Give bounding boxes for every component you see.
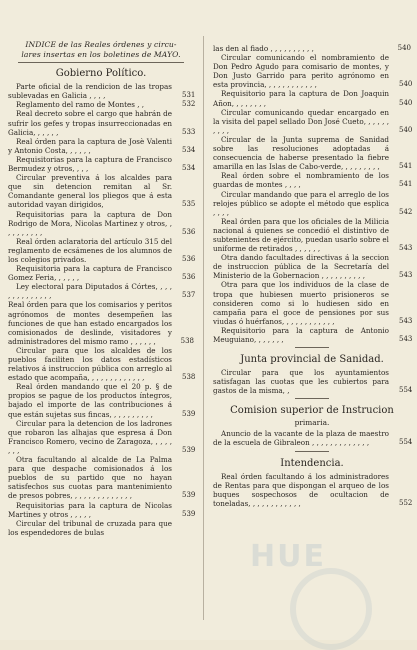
entry-text: Anuncio de la vacante de la plaza de maestro de la escuela de Gibraleon , , , , , , , , , , , , ,: [213, 429, 389, 448]
entry-text: Otra facultando al alcalde de La Palma para que despache comisionados á los pueblos de su partido que no hayan satisfechos sus cuotas para mantenimiento de presos pobres, , , , , , , , , , , , , ,: [8, 455, 172, 501]
section-subtitle-primaria: primaria.: [294, 418, 330, 428]
entry-text: Circular comunicando quedar encargado en la visita del papel sellado Don José Cueto, , , , , , , , , ,: [213, 107, 389, 135]
entry-page-number: 538: [180, 336, 194, 345]
index-entry: [8, 109, 194, 136]
index-entry: [8, 282, 194, 300]
index-entry: [213, 472, 411, 508]
section-title-gobierno: Gobierno Político.: [55, 68, 147, 80]
index-entry: [8, 419, 194, 455]
library-watermark: HUE: [250, 539, 326, 574]
index-entry: [213, 53, 411, 89]
entry-text: Real órden para que los comisarios y peritos agrónomos de montes desempeñen las funciones de que han estado encargados los comisionados de deslinde, visitadores y administradores del mismo ramo , , , , , ,: [8, 300, 172, 346]
entry-page-number: 540: [399, 80, 413, 89]
index-header: [8, 40, 194, 59]
entry-text: Circular para que los ayuntamientos satisfagan las cuotas que les cubiertos para gastos de la misma, ,: [213, 368, 389, 396]
entry-page-number: 540: [399, 125, 413, 134]
entry-text: Reglamento del ramo de Montes , ,: [16, 100, 145, 110]
entry-page-number: 539: [182, 409, 196, 418]
index-entry: [8, 100, 194, 109]
entry-page-number: 532: [182, 100, 196, 109]
index-entry: [213, 280, 411, 325]
index-entry: [213, 368, 411, 395]
entry-page-number: 554: [399, 438, 413, 447]
entry-page-number: 534: [182, 145, 196, 154]
section-rule: [295, 398, 329, 399]
entry-text: Requisitorias para la captura de Don Rodrigo de Mora, Nicolas Martinez y otros, , , , , , , , , ,: [8, 209, 172, 237]
left-entry-list: [8, 82, 194, 537]
entry-text: Circular de la Junta suprema de Sanidad sobre las resoluciones adoptadas á consecuencia de haberse presentado la fiebre amarilla en las Islas de Cabo-verde, , , , , , , , ,: [213, 134, 389, 172]
index-entry: [8, 210, 194, 237]
entry-text: Circular mandando que para el arreglo de los relojes público se adopte el método que esplica , , , ,: [213, 189, 389, 217]
entry-page-number: 541: [399, 180, 413, 189]
comision-entry-list: [213, 429, 411, 447]
entry-text: Real órden para que los oficiales de la Milicia nacional á quienes se concedió el distintivo de subtenientes de ejército, puedan usarlo sobre el uniforme de retirados , , , , , ,: [213, 216, 389, 254]
entry-page-number: 539: [182, 445, 196, 454]
column-divider: [203, 36, 204, 620]
index-entry: [8, 155, 194, 173]
entry-text: Circular del tribunal de cruzada para que los espendedores de bulas: [8, 518, 172, 537]
entry-page-number: 543: [399, 316, 413, 325]
entry-page-number: 536: [182, 254, 196, 263]
header-rule: [18, 62, 184, 63]
index-entry: [8, 519, 194, 537]
index-entry: [213, 217, 411, 253]
header-line-2: lares insertas en los boletines de MAYO.: [21, 49, 181, 59]
entry-text: Otra para que los individuos de la clase de tropa que hubiesen muerto prisioneros se consideren como si lo hudiesen sido en campaña para el goce de pensiones por sus viudas ó huérfanos, , , , , , , , , , , ,: [213, 280, 389, 326]
entry-text: Requisitorias para la captura de Francisco Bermudez y otros, , , ,: [8, 154, 172, 174]
entry-text: Requisitorias para la captura de Nicolas Martines y otros , , , , ,: [8, 500, 172, 519]
index-entry: [8, 455, 194, 500]
entry-page-number: 531: [182, 91, 196, 100]
section-rule: [295, 347, 329, 348]
index-entry: [8, 173, 194, 209]
entry-page-number: 536: [182, 273, 196, 282]
entry-text: Real decreto sobre el cargo que habrán de sufrir los gefes y tropas insurreccionadas en Galicia, , , , , ,: [8, 109, 172, 137]
entry-page-number: 537: [182, 291, 196, 300]
entry-page-number: 541: [399, 162, 413, 171]
entry-text: Requisitorio para la captura de Antonio Meuguiano, , , , , , ,: [213, 325, 389, 344]
index-entry: [8, 300, 194, 345]
entry-text: Circular para la detencion de los ladrones que robaron las alhajas que espresa á Don Francisco Romero, vecino de Zaragoza, , , , , , , ,: [8, 418, 172, 455]
sanidad-entry-list: [213, 368, 411, 395]
entry-text: Circular para que los alcaldes de los pueblos faciliten los datos estadísticos relativos á instruccion pública con arreglo al estado que acompaña, , , , , , , , , , , , ,: [8, 345, 172, 383]
entry-page-number: 552: [399, 498, 413, 507]
index-entry: [213, 171, 411, 189]
entry-text: Requisitoria para la captura de Francisco Gomez Feria, , , , , ,: [8, 264, 172, 283]
left-column: [8, 40, 194, 537]
entry-text: Circular comunicando el nombramiento de Don Pedro Agudo para comisario de montes, y Don Justo Garrido para perito agrónomo en esta provincia, , , , , , , , , , , ,: [213, 53, 389, 90]
index-entry: [8, 346, 194, 382]
index-entry: [213, 135, 411, 171]
index-entry: [8, 82, 194, 100]
entry-text: Real órden facultando á los administradores de Rentas para que dispongan el arqueo de los buques sospechosos de ocultacion de toneladas, , , , , , , , , , , ,: [213, 471, 389, 508]
header-line-1: INDICE de las Reales órdenes y circu-: [25, 40, 177, 49]
entry-text: Otra dando facultades directivas á la seccion de instruccion pública de la Secretaría del Ministerio de la Gobernacion , , , , , , , , , ,: [213, 253, 389, 281]
entry-page-number: 543: [399, 271, 413, 280]
entry-text: Requisitorio para la captura de Don Joaquin Añon, , , , , , , ,: [213, 89, 389, 108]
intendencia-entry-list: [213, 472, 411, 508]
right-column: [213, 44, 411, 508]
entry-text: Real órden sobre el nombramiento de los guardas de montes , , , ,: [213, 171, 389, 190]
entry-text: Circular preventiva á los alcaldes para que sin detencion remitan al Sr. Comandante general los pliegos que á esta autoridad vayan dirigidos,: [8, 173, 172, 210]
entry-text: Real órden aclaratoria del artículo 315 del reglamento de ecsámenes de los alumnos de los colegios privados.: [8, 236, 172, 264]
entry-page-number: 539: [182, 509, 196, 518]
section-rule: [295, 451, 329, 452]
index-entry: [8, 237, 194, 264]
index-entry: [8, 501, 194, 519]
section-title-sanidad: Junta provincial de Sanidad.: [240, 354, 384, 366]
index-entry: [213, 89, 411, 107]
entry-text: las den al fiado , , , , , , , , , ,: [213, 44, 314, 53]
entry-text: Parte oficial de la rendicion de las tropas sublevadas en Galicia , , , ,: [8, 82, 172, 101]
entry-page-number: 542: [399, 207, 413, 216]
entry-page-number: 538: [182, 373, 196, 382]
entry-page-number: 535: [182, 200, 196, 209]
index-entry: [8, 382, 194, 418]
index-entry: [213, 190, 411, 217]
entry-text: Real órden para la captura de Josè Valenti y Antonio Costa, , , , , ,: [8, 136, 172, 155]
entry-text: Real órden mandando que el 20 p. § de propios se pague de los productos íntegros, bajado el importe de las contribuciones á que están sujetas sus fincas, , , , , , , , , ,: [8, 382, 172, 419]
index-entry: [213, 429, 411, 447]
watermark-seal: [290, 568, 372, 650]
entry-page-number: 536: [182, 227, 196, 236]
entry-page-number: 554: [399, 386, 413, 395]
entry-page-number: 534: [182, 164, 196, 173]
index-entry: [8, 264, 194, 282]
entry-page-number: 533: [182, 127, 196, 136]
entry-page-number: 539: [182, 491, 196, 500]
section-title-comision: Comision superior de Instrucion: [230, 405, 394, 417]
entry-page-number: 540: [399, 98, 413, 107]
entry-page-number: 543: [399, 335, 413, 343]
entry-page-number: 543: [399, 244, 413, 253]
index-entry: [8, 137, 194, 155]
right-entry-list: [213, 44, 411, 344]
index-entry: [213, 253, 411, 280]
entry-page-number: 540: [397, 44, 411, 52]
entry-text: Ley electoral para Diputados á Córtes, , , , , , , , , , , , , ,: [8, 282, 172, 301]
index-entry: [213, 108, 411, 135]
index-entry: [213, 44, 411, 53]
section-title-intendencia: Intendencia.: [280, 457, 344, 469]
index-entry: [213, 326, 411, 344]
